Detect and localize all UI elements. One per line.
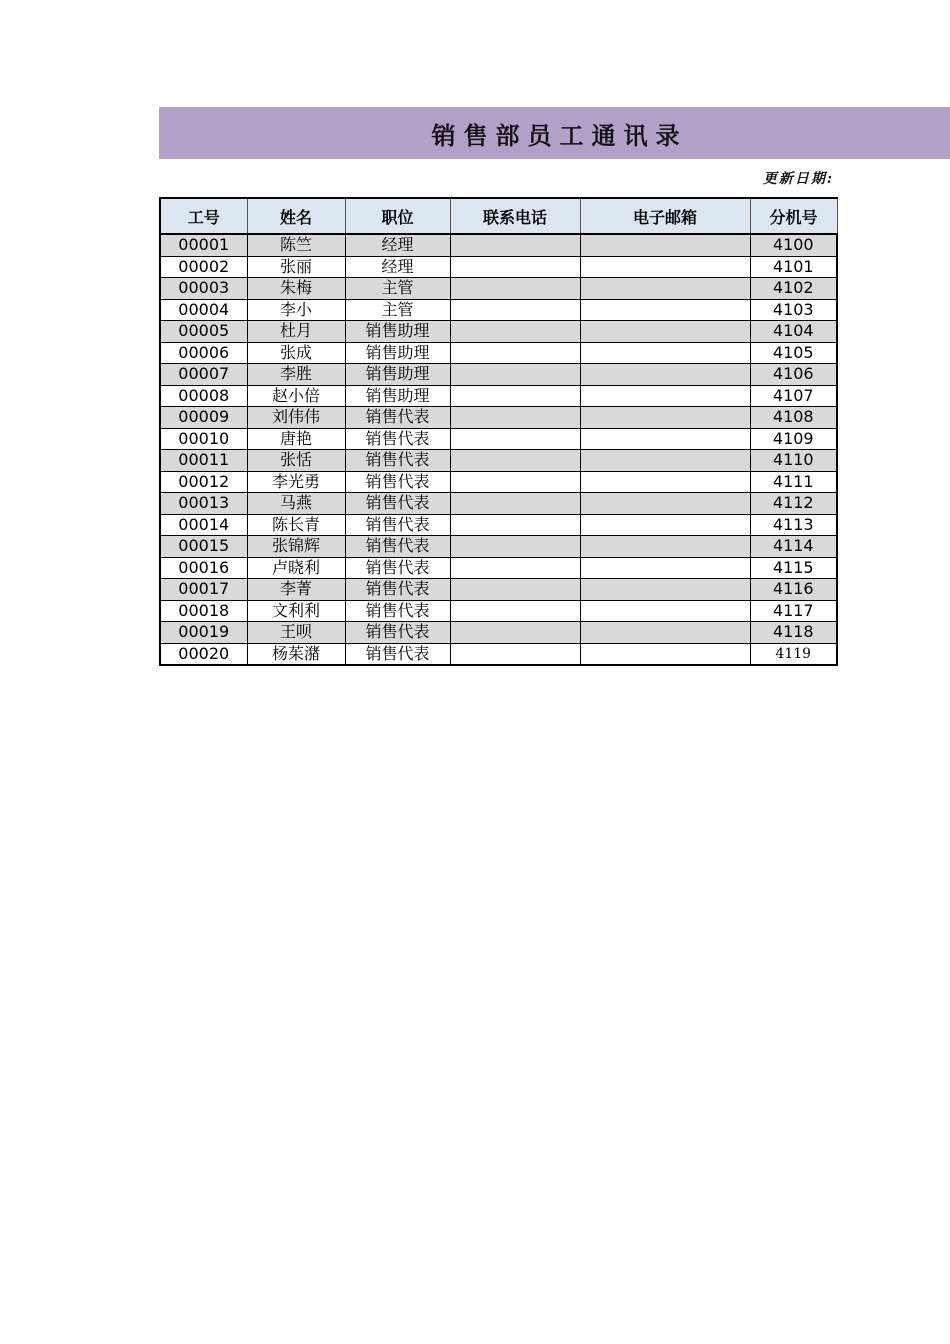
cell-name: 王呗 (247, 622, 345, 644)
cell-employee-id: 00015 (160, 536, 247, 558)
cell-extension: 4116 (750, 579, 837, 601)
table-row (160, 278, 837, 300)
cell-extension: 4110 (750, 450, 837, 472)
cell-extension: 4118 (750, 622, 837, 644)
table-row (160, 234, 837, 256)
cell-phone (450, 622, 580, 644)
cell-position: 销售助理 (345, 321, 450, 343)
table-row (160, 428, 837, 450)
table-row (160, 342, 837, 364)
cell-extension: 4119 (750, 643, 837, 665)
table-row (160, 643, 837, 665)
cell-employee-id: 00014 (160, 514, 247, 536)
cell-position: 销售代表 (345, 514, 450, 536)
cell-extension: 4117 (750, 600, 837, 622)
cell-email (580, 428, 750, 450)
header-extension: 分机号 (750, 198, 837, 234)
cell-extension: 4103 (750, 299, 837, 321)
cell-employee-id: 00005 (160, 321, 247, 343)
cell-position: 销售代表 (345, 557, 450, 579)
cell-position: 销售代表 (345, 579, 450, 601)
cell-name: 陈长青 (247, 514, 345, 536)
cell-phone (450, 342, 580, 364)
header-phone: 联系电话 (450, 198, 580, 234)
table-row (160, 557, 837, 579)
cell-employee-id: 00017 (160, 579, 247, 601)
cell-extension: 4108 (750, 407, 837, 429)
cell-email (580, 407, 750, 429)
cell-position: 销售代表 (345, 428, 450, 450)
cell-extension: 4105 (750, 342, 837, 364)
cell-extension: 4100 (750, 234, 837, 256)
cell-email (580, 471, 750, 493)
cell-position: 销售代表 (345, 600, 450, 622)
cell-email (580, 536, 750, 558)
cell-employee-id: 00003 (160, 278, 247, 300)
cell-extension: 4112 (750, 493, 837, 515)
header-name: 姓名 (247, 198, 345, 234)
table-row (160, 536, 837, 558)
cell-email (580, 385, 750, 407)
cell-position: 销售代表 (345, 407, 450, 429)
table-row (160, 407, 837, 429)
cell-position: 主管 (345, 278, 450, 300)
cell-name: 张锦辉 (247, 536, 345, 558)
cell-email (580, 342, 750, 364)
cell-email (580, 256, 750, 278)
table-row (160, 622, 837, 644)
cell-phone (450, 600, 580, 622)
cell-name: 唐艳 (247, 428, 345, 450)
cell-employee-id: 00001 (160, 234, 247, 256)
title-band (159, 107, 950, 159)
cell-extension: 4115 (750, 557, 837, 579)
cell-extension: 4107 (750, 385, 837, 407)
cell-phone (450, 471, 580, 493)
cell-phone (450, 321, 580, 343)
cell-position: 销售助理 (345, 364, 450, 386)
table-row (160, 493, 837, 515)
cell-employee-id: 00018 (160, 600, 247, 622)
cell-extension: 4109 (750, 428, 837, 450)
cell-employee-id: 00006 (160, 342, 247, 364)
cell-phone (450, 514, 580, 536)
cell-phone (450, 364, 580, 386)
cell-email (580, 643, 750, 665)
header-employee-id: 工号 (160, 198, 247, 234)
cell-extension: 4111 (750, 471, 837, 493)
table-row (160, 385, 837, 407)
cell-email (580, 514, 750, 536)
cell-phone (450, 493, 580, 515)
cell-phone (450, 299, 580, 321)
cell-email (580, 321, 750, 343)
cell-email (580, 278, 750, 300)
cell-position: 销售代表 (345, 536, 450, 558)
cell-name: 张成 (247, 342, 345, 364)
cell-position: 销售代表 (345, 643, 450, 665)
cell-phone (450, 407, 580, 429)
cell-name: 卢晓利 (247, 557, 345, 579)
cell-phone (450, 256, 580, 278)
cell-name: 李小 (247, 299, 345, 321)
cell-extension: 4114 (750, 536, 837, 558)
cell-employee-id: 00019 (160, 622, 247, 644)
cell-extension: 4113 (750, 514, 837, 536)
cell-name: 李菁 (247, 579, 345, 601)
cell-extension: 4104 (750, 321, 837, 343)
cell-employee-id: 00013 (160, 493, 247, 515)
cell-name: 李光勇 (247, 471, 345, 493)
cell-position: 销售助理 (345, 385, 450, 407)
cell-position: 销售代表 (345, 471, 450, 493)
cell-position: 销售代表 (345, 493, 450, 515)
cell-phone (450, 579, 580, 601)
cell-name: 张丽 (247, 256, 345, 278)
cell-phone (450, 278, 580, 300)
cell-name: 马燕 (247, 493, 345, 515)
cell-phone (450, 428, 580, 450)
table-row (160, 364, 837, 386)
cell-employee-id: 00016 (160, 557, 247, 579)
cell-position: 经理 (345, 256, 450, 278)
table-row (160, 321, 837, 343)
cell-name: 文利利 (247, 600, 345, 622)
cell-phone (450, 385, 580, 407)
cell-name: 杨茱潴 (247, 643, 345, 665)
cell-employee-id: 00002 (160, 256, 247, 278)
cell-phone (450, 643, 580, 665)
cell-email (580, 450, 750, 472)
table-row (160, 579, 837, 601)
cell-position: 销售助理 (345, 342, 450, 364)
cell-name: 李胜 (247, 364, 345, 386)
table-row (160, 514, 837, 536)
header-email: 电子邮箱 (580, 198, 750, 234)
cell-email (580, 299, 750, 321)
page-title: 销售部员工通讯录 (431, 120, 688, 150)
cell-name: 刘伟伟 (247, 407, 345, 429)
cell-email (580, 579, 750, 601)
employee-directory-table (159, 197, 838, 666)
cell-employee-id: 00009 (160, 407, 247, 429)
table-header-row (160, 198, 837, 234)
cell-phone (450, 557, 580, 579)
table-row (160, 299, 837, 321)
cell-email (580, 364, 750, 386)
cell-phone (450, 536, 580, 558)
cell-employee-id: 00010 (160, 428, 247, 450)
table-row (160, 600, 837, 622)
cell-email (580, 234, 750, 256)
cell-email (580, 493, 750, 515)
cell-name: 陈竺 (247, 234, 345, 256)
table-row (160, 471, 837, 493)
cell-employee-id: 00007 (160, 364, 247, 386)
cell-extension: 4101 (750, 256, 837, 278)
cell-employee-id: 00008 (160, 385, 247, 407)
cell-extension: 4102 (750, 278, 837, 300)
cell-email (580, 600, 750, 622)
cell-employee-id: 00011 (160, 450, 247, 472)
cell-employee-id: 00020 (160, 643, 247, 665)
cell-position: 销售代表 (345, 450, 450, 472)
table-body (160, 234, 837, 665)
cell-email (580, 557, 750, 579)
cell-name: 张恬 (247, 450, 345, 472)
cell-name: 杜月 (247, 321, 345, 343)
cell-name: 赵小倍 (247, 385, 345, 407)
table-row (160, 256, 837, 278)
update-date-label: 更新日期: (762, 171, 834, 187)
cell-extension: 4106 (750, 364, 837, 386)
cell-position: 主管 (345, 299, 450, 321)
cell-employee-id: 00004 (160, 299, 247, 321)
cell-employee-id: 00012 (160, 471, 247, 493)
cell-phone (450, 234, 580, 256)
cell-position: 经理 (345, 234, 450, 256)
cell-name: 朱梅 (247, 278, 345, 300)
cell-position: 销售代表 (345, 622, 450, 644)
cell-phone (450, 450, 580, 472)
header-position: 职位 (345, 198, 450, 234)
cell-email (580, 622, 750, 644)
table-row (160, 450, 837, 472)
